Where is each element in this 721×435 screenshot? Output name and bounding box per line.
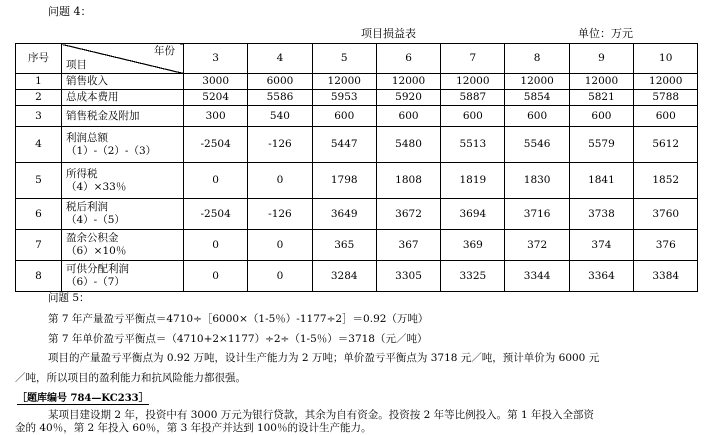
- row-value: 12000: [376, 74, 440, 90]
- row-value: 600: [634, 106, 698, 127]
- row-value: 3284: [312, 261, 376, 292]
- row-value: 365: [312, 230, 376, 261]
- conclusion-line-1: 项目的产量盈亏平衡点为 0.92 万吨，设计生产能力为 2 万吨；单价盈亏平衡点为 3718 元／吨，预计单价为 6000 元: [48, 352, 600, 364]
- row-value: 374: [569, 230, 633, 261]
- row-value: 600: [312, 106, 376, 127]
- row-value: 5546: [505, 127, 569, 163]
- header-year: 10: [634, 44, 698, 74]
- row-value: 1852: [634, 163, 698, 199]
- row-value: 3384: [634, 261, 698, 292]
- header-item-label: 项目: [66, 59, 87, 71]
- row-seq: 3: [16, 106, 62, 127]
- row-item-line: （1）-（2）-（3）: [66, 144, 157, 157]
- row-value: 3000: [184, 74, 248, 90]
- header-year: 4: [248, 44, 312, 74]
- row-item-line: （4）-（5）: [66, 214, 125, 226]
- row-value: 3364: [569, 261, 633, 292]
- row-value: 0: [248, 261, 312, 292]
- row-value: 0: [184, 261, 248, 292]
- row-item-line: （6）×10％: [66, 245, 127, 257]
- row-value: -126: [248, 199, 312, 230]
- table-title: 项目损益表: [361, 27, 416, 40]
- formula-price-breakeven: 第 7 年单价盈亏平衡点＝（4710+2×1177）÷2÷（1-5％）＝3718（元／吨）: [48, 333, 428, 345]
- row-value: -126: [248, 127, 312, 163]
- income-statement-table: [15, 43, 698, 292]
- row-value: 1819: [441, 163, 505, 199]
- header-year-label: 年份: [154, 45, 175, 57]
- table-row: [16, 127, 698, 163]
- row-value: 5854: [505, 90, 569, 106]
- row-value: 376: [634, 230, 698, 261]
- row-value: 3305: [376, 261, 440, 292]
- row-value: 6000: [248, 74, 312, 90]
- row-item: [62, 106, 184, 127]
- row-value: 5204: [184, 90, 248, 106]
- table-row: [16, 230, 698, 261]
- row-value: 300: [184, 106, 248, 127]
- row-value: 5821: [569, 90, 633, 106]
- row-item: [62, 127, 184, 163]
- row-seq: 5: [16, 163, 62, 199]
- row-value: 369: [441, 230, 505, 261]
- row-value: 3716: [505, 199, 569, 230]
- row-value: 3694: [441, 199, 505, 230]
- header-seq: 序号: [16, 44, 62, 74]
- row-value: 12000: [634, 74, 698, 90]
- row-value: 5920: [376, 90, 440, 106]
- row-value: 600: [441, 106, 505, 127]
- row-value: 372: [505, 230, 569, 261]
- formula-quantity-breakeven: 第 7 年产量盈亏平衡点＝4710÷［6000×（1-5％）-1177÷2］＝0.92（万吨）: [48, 313, 429, 325]
- table-row: [16, 106, 698, 127]
- row-value: 5788: [634, 90, 698, 106]
- row-value: 3344: [505, 261, 569, 292]
- row-value: 5447: [312, 127, 376, 163]
- row-item-line: （6）-（7）: [66, 276, 125, 288]
- question-4-label: 问题 4：: [48, 5, 92, 18]
- problem-text-line-1: 某项目建设期 2 年，投资中有 3000 万元为银行贷款，其余为自有资金。投资按 2 年等比例投入。第 1 年投入全部资: [48, 409, 594, 421]
- row-value: 600: [569, 106, 633, 127]
- row-item-line: 利润总额: [66, 131, 108, 144]
- table-row: [16, 90, 698, 106]
- row-value: 5586: [248, 90, 312, 106]
- table-row: [16, 261, 698, 292]
- row-value: 3672: [376, 199, 440, 230]
- table-row: [16, 163, 698, 199]
- row-value: 12000: [569, 74, 633, 90]
- table-row: [16, 74, 698, 90]
- row-seq: 6: [16, 199, 62, 230]
- row-value: 5513: [441, 127, 505, 163]
- row-item: [62, 261, 184, 292]
- question-5-label: 问题 5：: [48, 292, 90, 304]
- row-value: 0: [184, 163, 248, 199]
- row-value: 12000: [505, 74, 569, 90]
- header-year: 5: [312, 44, 376, 74]
- row-value: 12000: [312, 74, 376, 90]
- row-item-line: 税后利润: [66, 201, 108, 213]
- row-value: 1841: [569, 163, 633, 199]
- table-row: [16, 199, 698, 230]
- row-value: 5953: [312, 90, 376, 106]
- row-value: 1808: [376, 163, 440, 199]
- row-seq: 8: [16, 261, 62, 292]
- header-year: 3: [184, 44, 248, 74]
- row-value: 3325: [441, 261, 505, 292]
- row-value: 0: [248, 163, 312, 199]
- row-item: [62, 199, 184, 230]
- row-item-line: 所得税: [66, 167, 98, 180]
- unit-label: 单位：万元: [578, 27, 633, 40]
- row-value: 3649: [312, 199, 376, 230]
- question-bank-tag: ［题库编号 784—KC233］: [17, 389, 149, 405]
- table-header-row: [16, 44, 698, 74]
- row-value: 3760: [634, 199, 698, 230]
- row-item: [62, 74, 184, 90]
- row-item-line: （4）×33％: [66, 180, 127, 193]
- row-seq: 2: [16, 90, 62, 106]
- row-item-line: 销售收入: [66, 75, 108, 87]
- header-year: 7: [441, 44, 505, 74]
- row-value: 12000: [441, 74, 505, 90]
- row-seq: 1: [16, 74, 62, 90]
- row-value: -2504: [184, 199, 248, 230]
- row-value: 5887: [441, 90, 505, 106]
- row-item: [62, 230, 184, 261]
- row-item-line: 总成本费用: [66, 91, 119, 103]
- row-value: 1830: [505, 163, 569, 199]
- row-value: 5579: [569, 127, 633, 163]
- row-value: 600: [505, 106, 569, 127]
- row-value: -2504: [184, 127, 248, 163]
- row-item-line: 可供分配利润: [66, 263, 129, 275]
- row-value: 367: [376, 230, 440, 261]
- problem-text-line-2: 金的 40％，第 2 年投入 60％，第 3 年投产并达到 100％的设计生产能力。: [15, 422, 372, 434]
- row-value: 5612: [634, 127, 698, 163]
- row-value: 0: [184, 230, 248, 261]
- row-seq: 7: [16, 230, 62, 261]
- row-value: 540: [248, 106, 312, 127]
- row-value: 1798: [312, 163, 376, 199]
- row-item-line: 销售税金及附加: [66, 109, 140, 122]
- header-year: 8: [505, 44, 569, 74]
- row-value: 3738: [569, 199, 633, 230]
- row-seq: 4: [16, 127, 62, 163]
- header-year: 9: [569, 44, 633, 74]
- row-value: 5480: [376, 127, 440, 163]
- header-diagonal-cell: [62, 44, 184, 74]
- conclusion-line-2: ／吨，所以项目的盈利能力和抗风险能力都很强。: [15, 372, 246, 384]
- row-item: [62, 163, 184, 199]
- row-value: 600: [376, 106, 440, 127]
- row-item-line: 盈余公积金: [66, 232, 119, 244]
- header-year: 6: [376, 44, 440, 74]
- row-value: 0: [248, 230, 312, 261]
- row-item: [62, 90, 184, 106]
